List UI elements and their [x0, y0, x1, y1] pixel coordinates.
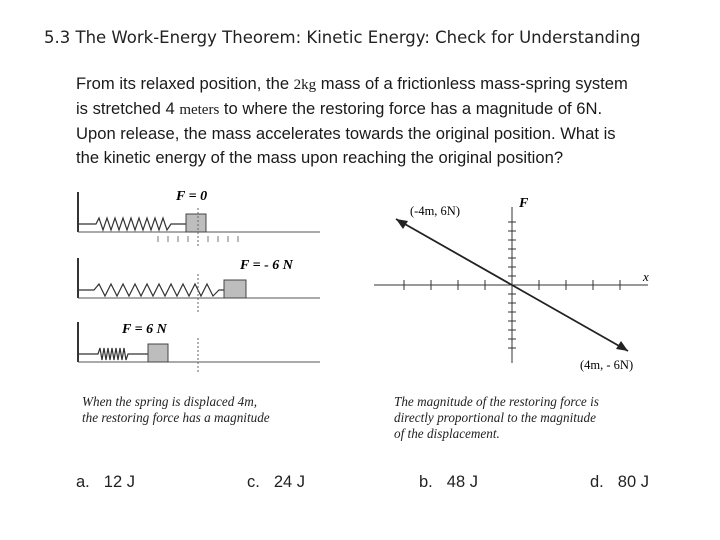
coil-compressed: [78, 348, 148, 360]
mass-block-compressed: [148, 344, 168, 362]
question-line-1-start: From its relaxed position, the: [76, 74, 294, 93]
caption-left-line-1: When the spring is displaced 4m,: [82, 394, 258, 409]
caption-right-line-1: The magnitude of the restoring force is: [394, 394, 599, 409]
question-line-2-start: is stretched 4: [76, 99, 180, 118]
spring-compressed: [78, 322, 320, 374]
question-line-2-end: to where the restoring force has a magnitude of 6N.: [219, 99, 603, 118]
slide-title: 5.3 The Work-Energy Theorem: Kinetic Energy: Check for Understanding: [44, 28, 641, 47]
question-text: [76, 72, 706, 170]
choice-c[interactable]: [247, 473, 305, 492]
label-stretched: F = - 6 N: [240, 258, 293, 273]
caption-right-line-3: of the displacement.: [394, 426, 500, 441]
label-relaxed: F = 0: [176, 189, 208, 204]
choice-a-value: 12 J: [103, 473, 135, 491]
point-label-top-left: (-4m, 6N): [410, 204, 460, 218]
choice-d-value: 80 J: [617, 473, 649, 491]
mass-block-stretched: [224, 280, 246, 298]
x-axis-label: x: [643, 269, 649, 284]
question-line-1-end: mass of a frictionless mass-spring system: [316, 74, 628, 93]
force-displacement-graph: [370, 185, 670, 380]
spring-diagrams: [72, 180, 342, 380]
choice-a-letter: a.: [76, 473, 90, 491]
mass-block-relaxed: [186, 214, 206, 232]
coil-stretched: [78, 284, 224, 296]
choice-c-value: 24 J: [273, 473, 306, 491]
label-compressed: F = 6 N: [122, 322, 167, 337]
question-line-4: the kinetic energy of the mass upon reaching the original position?: [76, 148, 564, 167]
choice-d-letter: d.: [590, 473, 604, 491]
spring-stretched: [78, 258, 320, 312]
mass-value: 2kg: [293, 77, 317, 93]
choice-b-value: 48 J: [446, 473, 478, 491]
choice-c-letter: c.: [247, 473, 260, 491]
caption-left: [82, 394, 332, 426]
caption-left-line-2: the restoring force has a magnitude: [82, 410, 270, 425]
caption-right-line-2: directly proportional to the magnitude: [394, 410, 596, 425]
point-label-bottom-right: (4m, - 6N): [580, 358, 634, 372]
choice-b[interactable]: [419, 473, 478, 492]
question-line-3: Upon release, the mass accelerates towards the original position. What is: [76, 124, 616, 143]
distance-unit: meters: [179, 102, 220, 118]
question-line-2: [76, 97, 706, 122]
y-axis-label: F: [519, 196, 529, 211]
choice-a[interactable]: [76, 473, 135, 492]
coil-relaxed: [78, 218, 186, 230]
choice-d[interactable]: [590, 473, 649, 492]
choice-b-letter: b.: [419, 473, 433, 491]
caption-right: [394, 394, 654, 442]
spring-relaxed: [78, 189, 320, 246]
question-line-1: [76, 72, 706, 97]
